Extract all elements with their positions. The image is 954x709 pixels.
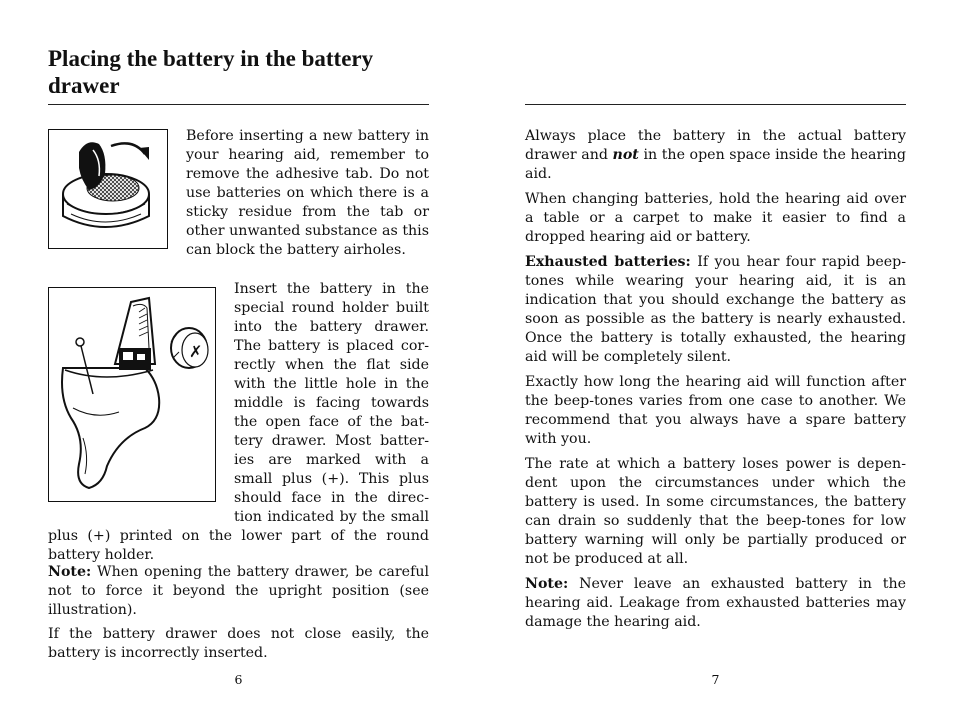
placement-text-a: Always place the battery in the actual battery drawer and (525, 128, 906, 163)
insert-battery-paragraph: Insert the battery in the special round holder built into the battery drawer. The battery is placed correctly when the flat side with the little hole in the middle is facing towards the open face of the battery drawer. Most batteries are marked with a small plus (+). This plus should face in the direction indicated by the small plus (+) printed on the lower part of the round battery holder. (48, 281, 429, 563)
note-label: Note: (48, 564, 92, 580)
page-title: Placing the battery in the battery drawer (48, 46, 374, 98)
note-text: When opening the battery drawer, be careful not to force it beyond the upright position (see illustration). (48, 564, 429, 618)
duration-paragraph: Exactly how long the hearing aid will function after the beep-tones varies from one case to another. We recommend that you always have a spare battery with you. (525, 374, 906, 447)
note-right-paragraph (525, 575, 906, 632)
exhausted-text: If you hear four rapid beep-tones while wearing your hearing aid, it is an indication that you should exchange the battery as soon as possible as the battery is nearly exhausted. Once the battery is totally exhausted, the hearing aid will be completely silent. (525, 254, 906, 365)
changing-paragraph: When changing batteries, hold the hearing aid over a table or a carpet to make it easier to find a dropped hearing aid or battery. (525, 191, 906, 245)
placement-paragraph (525, 127, 906, 184)
closing-paragraph: If the battery drawer does not close easily, the battery is incorrectly inserted. (48, 626, 429, 661)
note-paragraph (48, 563, 429, 620)
right-column (525, 127, 906, 638)
title-rule (48, 104, 429, 105)
exhausted-paragraph (525, 253, 906, 367)
power-loss-paragraph: The rate at which a battery loses power is dependent upon the circumstances under which the battery is used. In some circumstances, the battery can drain so suddenly that the beep-tones for low battery warning will only be partially produced or not be produced at all. (525, 456, 906, 567)
placement-emphasis: not (612, 147, 639, 163)
insert-battery-section (48, 280, 429, 565)
svg-text:✗: ✗ (189, 342, 203, 361)
note-right-label: Note: (525, 576, 569, 592)
page-number-right: 7 (711, 672, 720, 687)
header-rule (525, 104, 906, 105)
page-number-left: 6 (234, 672, 243, 687)
note-right-text: Never leave an exhausted battery in the hearing aid. Leakage from exhausted batteries may damage the hearing aid. (525, 576, 906, 630)
placement-text-b: in the open space inside the hearing aid. (525, 147, 906, 182)
battery-tab-illustration (48, 129, 168, 249)
intro-paragraph: Before inserting a new battery in your hearing aid, remember to remove the adhesive tab. Do not use batteries on which there is a sticky residue from the tab or other unwanted substance as this can block the battery airholes. (186, 128, 429, 258)
exhausted-label: Exhausted batteries: (525, 254, 691, 270)
battery-tab-icon (49, 130, 167, 248)
